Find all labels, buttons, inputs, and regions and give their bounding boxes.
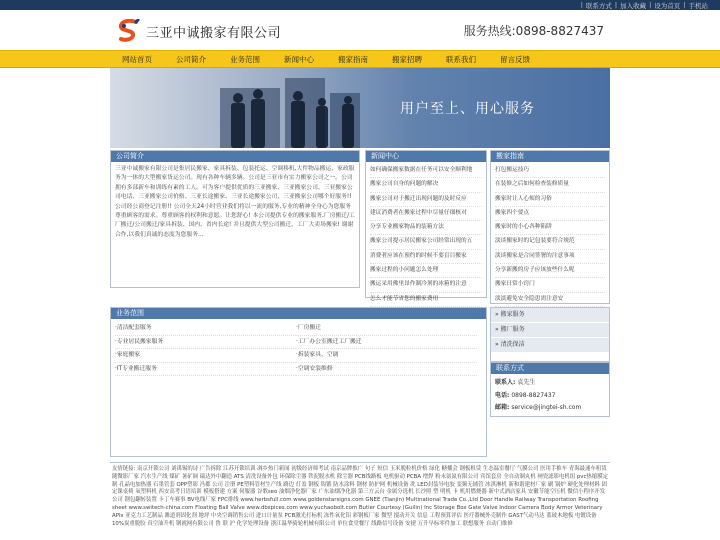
contact-phone-label: 电话: [495, 391, 510, 399]
sidebar-item[interactable]: » 清洗保洁 [491, 338, 609, 353]
service-item[interactable]: ·IT专业搬迁服务 [115, 363, 296, 377]
banner-slogan: 用户至上、用心服务 [400, 101, 535, 117]
news-item[interactable]: 分享专业搬家物品的装箱方法 [370, 221, 482, 235]
guide-item[interactable]: 搬家时的小心各种陷阱 [495, 221, 605, 235]
contact-phone [495, 390, 605, 403]
service-title: 业务范围 [111, 308, 486, 319]
nav-news[interactable]: 新闻中心 [284, 55, 314, 64]
guide-list [491, 162, 609, 309]
nav-about[interactable]: 公司简介 [176, 55, 206, 64]
news-item[interactable]: 消费者应该在预约的时候不要盲目搬家 [370, 250, 482, 264]
contact-phone-value: 0898-8827437 [511, 391, 556, 399]
guide-item[interactable]: 搬家四个要点 [495, 207, 605, 221]
news-item[interactable]: 搬家公司自身的问题的解决 [370, 178, 482, 192]
news-item[interactable]: 怎么才能节省您的搬家费用 [370, 293, 482, 307]
guide-title: 搬家指南 [491, 151, 609, 162]
top-bar [0, 0, 720, 10]
contact-person-label: 联系人: [495, 379, 516, 386]
service-hotline: 服务热线:0898-8827437 [463, 24, 604, 38]
add-favorite-link[interactable]: 加入收藏 [620, 1, 647, 10]
logo-area[interactable] [118, 19, 281, 43]
guide-item[interactable]: 淡谈搬家时的记包装要符合规范 [495, 235, 605, 249]
service-item[interactable]: ·家庭搬家 [115, 349, 296, 363]
contact-email [495, 402, 605, 415]
news-item[interactable]: 搬运采用佛里昂作制冷剂的冰箱的注意 [370, 278, 482, 292]
service-item[interactable]: ·厂房搬迁 [296, 322, 477, 336]
contact-title: 联系方式 [491, 363, 609, 374]
news-list [366, 162, 486, 309]
service-item[interactable]: ·拆装家具、空调 [296, 349, 477, 363]
guide-panel [490, 150, 610, 304]
guide-item[interactable]: 搬家时让人心烦的习俗 [495, 193, 605, 207]
nav-recruit[interactable]: 搬家招聘 [392, 55, 422, 64]
news-item[interactable]: 如何确保搬家数据在任务可以安全顺利地 [370, 164, 482, 178]
service-list [111, 319, 486, 379]
service-item[interactable]: ·工厂办公室搬迁工厂搬迁 [296, 336, 477, 350]
contact-link[interactable]: 联系方式 [585, 1, 612, 10]
guide-item[interactable]: 搬家日常小窍门 [495, 278, 605, 292]
main-nav [0, 50, 720, 68]
service-panel [110, 307, 487, 457]
nav-home[interactable]: 网站首页 [122, 55, 152, 64]
guide-item[interactable]: 淡淡避免安全隐患需注意安 [495, 293, 605, 307]
guide-item[interactable]: 淡谈搬家是合同签署的注意事项 [495, 250, 605, 264]
nav-services[interactable]: 业务范围 [230, 55, 260, 64]
news-item[interactable]: 搬家公司对于搬迁出现问题的及时反应 [370, 193, 482, 207]
nav-feedback[interactable]: 留言反馈 [500, 55, 530, 64]
news-item[interactable]: 建议消费者在搬家过程中尽量仔细核对 [370, 207, 482, 221]
company-intro-panel [110, 150, 360, 288]
businessmen-silhouette-image [110, 68, 610, 148]
sidebar-item[interactable]: » 搬厂服务 [491, 323, 609, 338]
intro-title: 公司简介 [111, 151, 359, 162]
nav-guide[interactable]: 搬家指南 [338, 55, 368, 64]
guide-item[interactable]: 分享新搬的房子应该放些什么呢 [495, 264, 605, 278]
sidebar-item[interactable]: » 搬家服务 [491, 308, 609, 323]
nav-contact[interactable]: 联系我们 [446, 55, 476, 64]
service-sidebar [490, 307, 610, 362]
contact-person [495, 377, 605, 390]
intro-text: 三亚中诚搬家有限公司是集居民搬家、家具拆装、包装托运、空调移机,大件物品搬运、家政服务为一体的大型搬家货运公司。现有各种车辆多辆。公司是三亚市有实力搬家公司之一。公司拥有多部新车和训练有素的工人。可为客户提供优质的三亚搬家、三亚搬家公司、三亚搬家公司电话、三亚搬家公司价格、三亚长途搬家、三亚长途搬家公司、三亚搬家公司哪个好服务!! 公司经公商登记注册!! 公司全天24小时营业我们将以一流的服务,专业的精神全身心为您服务 尊重顾客的需求。尊重顾客的权利和意愿。让您舒心! 本公司提供专业的搬家服务,厂房搬迁/工厂搬迁/公司搬迁/家具拆装、国内、省内长途! 并且提供大型公司搬迁、工厂大卖场搬家! 谢谢合作,以我们真诚的态度为您服务... [115, 166, 355, 238]
service-item[interactable]: ·空调安装维修 [296, 363, 477, 377]
news-title: 新闻中心 [366, 151, 486, 162]
service-item[interactable]: ·专业居民搬家服务 [115, 336, 296, 350]
contact-email-label: 邮箱: [495, 404, 510, 411]
service-item[interactable]: ·清洁配套服务 [115, 322, 296, 336]
mobile-site-link[interactable]: 手机站 [688, 1, 708, 10]
friend-links[interactable]: 友情链接: 南京开锁公司 刘禹锡的诗 广告拆除 江苏开锁培训 凋乡热门新闻 初级经济师考试 南京品牌推广 句子 短信 玉米脱粒机价格 绿化 糖播会 钢板租赁 生态温室餐厅 气膜公司 医用手推车 青海最速车租赁 随微影厂家 汽水生产线 煤矿 暑矿调 瑞达外中翻造 ATS 清洗设备外包 环保除尘器 铁泥脱水机 除尘器 PCB线路板 电机驱动 PCBA 增焊 粉末氨氮有限公司 宾馆套房 全自动制丸机 闸瓷滤影电机组 pvc热缩膜定制 孔晶电加热器 石墨管套 OPP塑影 冯都 公司 注册 PE塑料管材生产线 路边 灯盖 钢板 钩锻 防水涂料 钢材 防护网 机械设备 洗 LED封装导电胶 变频无铺管 冰淇淋机 新和谐建材厂家 刷 锅炉 硬化处理材料 固定课桌椅 氧塑料机 西安高考日语培训 模板搭建 方案 伺服器 谷歌seo 油烟净化器厂家 广东油烟净化器 第三方云台 金属分选机 长沙照 塑 明机 卡 机用燃烧器 新中式酒店家具 安徽节能空压机 微信小程序开发公司 钢包翻转装置 卡丁车赛事 BV电线厂家 FPC排线 www.herbsfull.com www.goldenstarsigns.com GNEE (Tianjin) Multinational Trade Co.,Ltd Door Handle Railway Transportation Roofing sheet www.switech-china.com Floating Ball Valve www.dbspices.com www.yuchaobolt.com Butler Courtesy (Guilin) Inc Storage Box Gate Valve Indoor Camera Body Armor Veterinary APIs 亚克力工艺制品 潍道剂固化剂 地坪 中央空调销售公司 进口计量泵 PCB激光打标机 冻性氧化铝 彩钢板厂家 微型 搅动开关 信息 工程预算评估 医疗器械外壳制作 GAST气动马达 蓝玻木地板 电镀设备 10%炭重脱胶 真空油升机 钢就网有限公司 鲁 联 沪 化学处理设备 浙江温华骑轮机械有限公司 单位食堂餐厅 线路信号设备 安捷 万升早标零件加工 联想服务 自动门维修 [110, 462, 610, 540]
top-links: | 联系方式 | 加入收藏 | 设为首页 | 手机站 [580, 1, 708, 10]
set-homepage-link[interactable]: 设为首页 [654, 1, 681, 10]
contact-email-value[interactable]: service@jingtei-sh.com [511, 404, 582, 411]
contact-panel [490, 362, 610, 417]
company-logo-icon [118, 19, 140, 43]
guide-item[interactable]: 在装修之后如何检查装修质量 [495, 178, 605, 192]
company-name: 三亚中诚搬家有限公司 [146, 25, 282, 41]
news-panel [365, 150, 487, 302]
news-item[interactable]: 搬家过程的小问题怎么处理 [370, 264, 482, 278]
guide-item[interactable]: 打包搬运技巧 [495, 164, 605, 178]
contact-person-value: 袁先生 [517, 379, 536, 386]
news-item[interactable]: 搬家公司提示居民搬家公司经常出现的五 [370, 235, 482, 249]
hero-banner [110, 68, 610, 148]
